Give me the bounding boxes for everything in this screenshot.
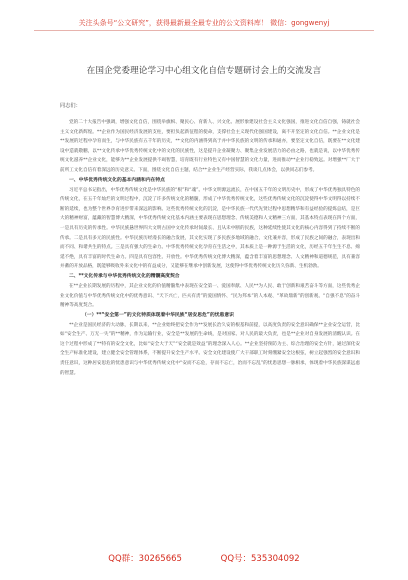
qq-group-text: QQ群：30265665 bbox=[108, 554, 182, 564]
header-divider bbox=[34, 30, 374, 31]
qq-number-text: QQ号：535304092 bbox=[220, 554, 300, 564]
section2-paragraph: 在**企业长期发展的历程中，其企业文化的价值精髓集中表现在安全第一、爱国奉献、人民**为人民、敢于创新和艰苦奋斗等方面，这些优秀企业文化价值与中华优秀传统文化中的优秀意识、“天下兴亡，匹夫有责”的爱国情怀、“民为邦本”的人本观、“革故鼎新”的创新观、“自强不息”的奋斗精神等高度契合。 bbox=[60, 283, 360, 309]
salutation: 同志们： bbox=[60, 103, 81, 109]
footer-contact bbox=[0, 552, 408, 564]
section1-paragraph: 习近平总书记指出，中华优秀传统文化是中华民族的“根”和“魂”。中华文明源远流长，在中国五千年的文明历史中，形成了中华优秀独具特色的传统文化，在五千年灿烂的文明过程中，沉淀了许多传统文化的精髓，形成了中华优秀传统文化，这些优秀传统文化的沉淀使得中华文明得以持续不断的延续，也为整个世界孕育进步带来深远的影响。这些优秀传统文化的沉淀，是中华民族一代代先贤过程中思想精华和有益经验的提炼总结，是巨大的精神财富，蕴藏的智慧博大精深，中华优秀传统文化基本内涵主要表现在思想理念、传统美德和人文精神三方面，其基本特点表现在四个方面，一是具有历史的传承性。中华民族悬世界四大文明古国中文化传承时间最长、且从未中断的民族，这种延续性使其文化的核心内容得到了持续不断的传承。二是具有多元的民族性。中华民族历经漫长的融合发展，其文化实现了多民族多地域的融合，文化兼并容，形成了民族之间的融合，表现出和而不同、和谐共生的特点。三是具有强大的生命力。中华优秀传统文化孕育在生活之中，其本质上是一种源于生活的文化，历经五千年生生不息、绵延不绝，具有丰富的时代生命力。四是具有包容性、开放性。中华优秀传统文化博大精深，蕴含着丰富的思想理念、人文精神和道德规范，具有兼容并蓄的开放品格，既能够吸收外来文化中的有益成分，又能够在继承中创新发展，这使得中华优秀传统文化历久弥新、生机勃勃。 bbox=[60, 187, 360, 270]
document-title: 在国企党委理论学习中心组文化自信专题研讨会上的交流发言 bbox=[86, 66, 322, 76]
section-heading-2: 二、**文化传承与中华优秀传统文化的精髓高度契合 bbox=[69, 273, 180, 279]
subsection-paragraph: **企业是国民经济的大动脉，长期以来，**企业始终把安全作为**发展长治久安的根基和前提，以高度负责的安全意识确保**企业安全运营，比如“安全生产、万无一失”的**精神，作为运输行业，安全是**发展的生命线，是对国家、对人民的最大负责，也是**企业对自身发展的清醒认识。在这个过程中形成了**特有的安全文化，比如“安全大于天”“安全就是效益”的理念深入人心。**企业坚持预防为主、综合治理的安全方针，通过深化安全生产标准化建设，建立健全安全管理体系，不断提升安全生产水平。安全文化建设使广大干部职工时刻绷紧安全这根弦，树立起强烈的安全意识和责任意识，这种居安思危的忧患意识与中华优秀传统文化中“安而不忘危，存而不忘亡，治而不忘乱”的忧患思想一脉相承，体现着中华民族深谋远虑的智慧。 bbox=[60, 322, 360, 376]
section-heading-1: 一、中华优秀传统文化的基本内涵和内在特点 bbox=[69, 177, 165, 183]
subsection-heading-1: （一）**“安全第一”的文化特质体现着中华民族“居安思危”的忧患意识 bbox=[82, 312, 234, 318]
document-body bbox=[60, 118, 360, 548]
header-banner: 关注头条号“公文研究”，获得最新最全最专业的公文资料库！ 微信：gongwenyj bbox=[78, 19, 330, 27]
intro-paragraph: 党的二十大报告中强调，增强文化自信，围绕举旗帜、聚民心、育新人、兴文化、展形象建设社会主义文化强国，推进文化自信自强，铸就社会主义文化新辉煌。**企业作为国民经济发展的支柱，要担负起新征程的使命，支撑社会主义现代化强国建设，离不开坚定的文化自信。**企业文化是**发展的过程中孕育而生，与中华民族有五千年的历史，**文化的内涵得到高于并中华民族的文明的传承和通亦，要坚定文化自信，既要在**文化建设中造就敬鹏，以**文化传承中华优秀传统文化中的文化的民族性，这是提升企业凝聚力、聚集企业发展活力的必由之路，也就是说，以中华优秀传统文化滋养**企业文化，能够为**企业发展提供不竭智慧，培育既有行业特色又有中国智慧的文化力量，进而推动**企业行稳致远。对增强**厂大于前所工文化自信有着深远的历史意义。下面，围绕文化自信主题，结合**企业生产经营实际，我谈几点体会，以供同志们参考。 bbox=[60, 120, 360, 173]
